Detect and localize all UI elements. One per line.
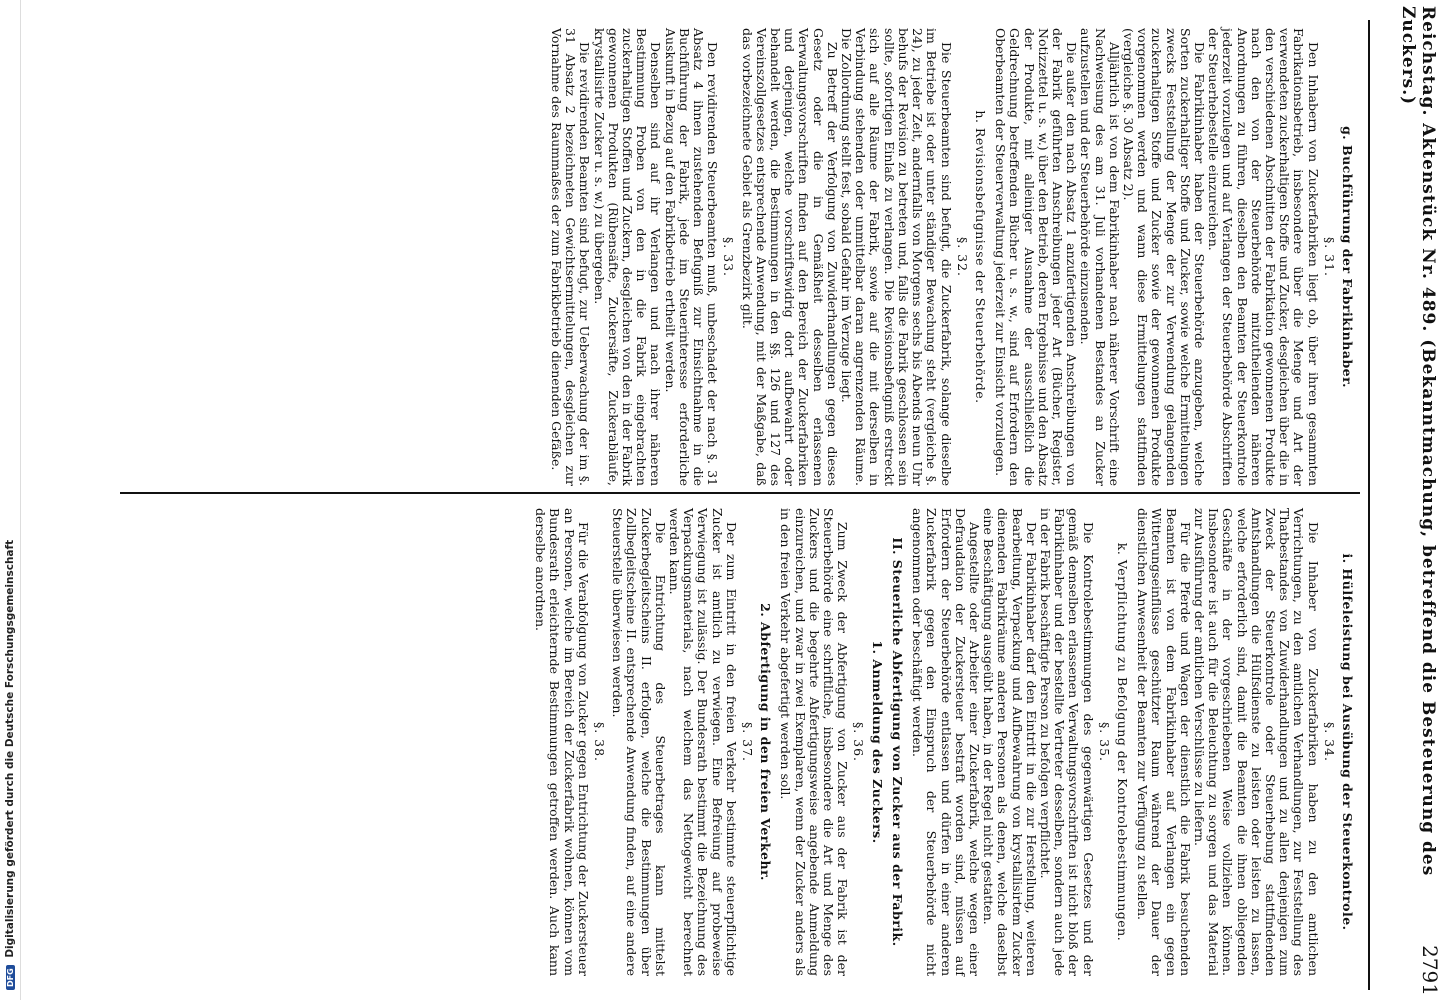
- text-paragraph: Der zum Eintritt in den freien Verkehr bestimmte steuerpflichtige Zucker ist amtlich zu verwiegen. Eine Befreiung auf probeweise Verwiegung ist zulässig. Der Bundesrath bestimmt die Bezeichnung des Verpackungsmaterials, nach welchem das Nettogewicht berechnet werden kann.: [667, 508, 739, 976]
- text-paragraph: Für die Verabfolgung von Zucker gegen Entrichtung der Zuckersteuer an Personen, welche im Bereich der Zuckerfabrik wohnen, können vom Bundesrath erleichternde Bestimmungen getroffen werden. Auch kann derselbe anordnen.: [533, 508, 591, 976]
- text-paragraph: Die Entrichtung des Steuerbetrages kann mittelst Zuckerbegleitscheins II. erfolgen, welche die Bestimmungen über Zollbegleitscheine II. entsprechende Anwendung finden, auf eine andere Steuerstelle überwiesen werden.: [610, 508, 668, 976]
- chapter-heading-2: 2. Abfertigung in den freien Verkehr.: [758, 603, 774, 881]
- section-heading-k: k. Verpflichtung zu Befolgung der Kontrolebestimmungen.: [1114, 542, 1130, 942]
- text-paragraph: Die Kontrolebestimmungen des gegenwärtigen Gesetzes und der gemäß demselben erlassenen Verwaltungsvorschriften ist nicht bloß der Fabrikinhaber und der bestellte Vertreter desselben, sondern auch jede in der Fabrik beschäftigte Person zu befolgen verpflichtet.: [1037, 508, 1096, 976]
- section-heading-i: i. Hülfeleistung bei Ausübung der Steuerkontrole.: [1340, 553, 1355, 931]
- section-heading-h: h. Revisionsbefugnisse der Steuerbehörde.: [972, 110, 988, 404]
- page-edge-rule: [20, 0, 21, 1000]
- credit-text: Digitalisierung gefördert durch die Deutsche Forschungsgemeinschaft: [4, 539, 16, 958]
- paragraph-number-31: §. 31.: [1321, 236, 1337, 278]
- header-rule: [1368, 20, 1370, 990]
- paragraph-number-36: §. 36.: [851, 721, 867, 763]
- text-paragraph: Die revidirenden Beamten sind befugt, zur Ueberwachung der im §. 31 Absatz 2 bezeichneten Gewichtsermittelungen, desgleichen zur Vornahme des Raummaßes der zum Fabrikbetrieb dienenden Gefäße.: [549, 28, 593, 486]
- text-paragraph: Denselben sind auf ihr Verlangen und nach ihrer näheren Bestimmung Proben von den in die Fabrik eingebrachten zuckerhaltigen Stoffen und Zuckern, desgleichen von den in der Fabrik gewonnenen Produkten (Rübensäfte, Zuckersäfte, Zuckerabläufe, krystallisirte Zucker u. s. w.) zu übergeben.: [591, 28, 664, 486]
- paragraph-number-38: §. 38.: [592, 721, 608, 763]
- text-paragraph: Zum Zweck der Abfertigung von Zucker aus der Fabrik ist der Steuerbehörde eine schriftliche, insbesondere die Art und Menge des Zuckers und die begehrte Abfertigungsweise angebende Anmeldung einzureichen, und zwar in zwei Exemplaren, wenn der Zucker anders als in den freien Verkehr abgefertigt werden soll.: [778, 508, 851, 976]
- paragraph-number-32: §. 32.: [954, 236, 970, 278]
- text-paragraph: Die außer den nach Absatz 1 anzufertigenden Anschreibungen von der Fabrik geführten Anschreibungen jeder Art (Bücher, Register, Notizzettel u. s. w.) über den Betrieb, deren Ergebnisse und den Absatz der Produkte, mit alleiniger Ausnahme der ausschließlich die Geldrechnung betreffenden Bücher u. s. w., sind auf Erfordern den Oberbeamten der Steuerverwaltung jederzeit zur Einsicht vorzulegen.: [993, 28, 1080, 486]
- dfg-logo: DFG: [6, 965, 15, 990]
- text-paragraph: Für die Pferde und Wagen der dienstlich die Fabrik besuchenden Beamten ist von dem Fabrikinhaber auf Verlangen ein gegen Witterungseinflüsse geschützter Raum während der Dauer der dienstlichen Anwesenheit der Beamten zur Verfügung zu stellen.: [1135, 508, 1193, 976]
- text-paragraph: Der Fabrikinhaber darf den Eintritt in die zur Herstellung, weiteren Bearbeitung, Verpackung und Aufbewahrung von krystallisirtem Zucker dienenden Fabrikräume anderen Personen als denen, welche daselbst eine Beschäftigung ausgeübt haben, in der Regel nicht gestatten.: [981, 508, 1039, 976]
- paragraph-number-34: §. 34.: [1321, 721, 1337, 763]
- paragraph-number-33: §. 33.: [721, 236, 737, 278]
- text-paragraph: Die Inhaber von Zuckerfabriken haben zu den amtlichen Verrichtungen, zu den amtlichen Verhandlungen, zur Feststellung des Thatbestandes von Zuwiderhandlungen und zu allen denjenigen zum Zweck der Steuerkontrole oder Steuerhebung stattfindenden Amtshandlungen die Hülfsdienste zu leisten oder leisten zu lassen, welche erforderlich sind, damit die Beamten die ihnen obliegenden Geschäfte in der vorgeschriebenen Weise vollziehen können. Insbesondere ist auch für die Beleuchtung zu sorgen und das Material zur Ausführung der amtlichen Verschlüsse zu liefern.: [1191, 508, 1321, 976]
- paragraph-number-37: §. 37.: [740, 721, 756, 763]
- chapter-heading-1: 1. Anmeldung des Zuckers.: [869, 640, 885, 844]
- text-paragraph: Den revidirenden Steuerbeamten muß, unbeschadet der nach §. 31 Absatz 4 ihnen zustehenden Befugniß zur Einsichtnahme in die Buchführung der Fabrik, jede im Steuerinteresse erforderliche Auskunft in Bezug auf den Fabrikbetrieb ertheilt werden.: [662, 28, 721, 486]
- digitization-credit: [4, 0, 16, 1000]
- column-lower-right: [120, 508, 1360, 976]
- text-paragraph: Die Fabrikinhaber haben der Steuerbehörde anzugeben, welche Sorten zuckerhaltiger Stoffe und Zucker, sowie welche Ermittelungen zwecks Feststellung der Menge der zur Verwendung gelangenden zuckerhaltigen Stoffe und Zucker sowie der gewonnenen Produkte vorgenommen werden und wann diese Ermittelungen stattfinden (vergleiche §. 30 Absatz 2).: [1120, 28, 1207, 486]
- text-paragraph: Angestellte oder Arbeiter einer Zuckerfabrik, welche wegen einer Defraudation der Zuckersteuer bestraft worden sind, müssen auf Erfordern der Steuerbehörde entlassen und dürfen in einer anderen Zuckerfabrik gegen den Einspruch der Steuerbehörde nicht angenommen oder beschäftigt werden.: [910, 508, 982, 976]
- section-heading-g: g. Buchführung der Fabrikinhaber.: [1340, 126, 1355, 388]
- column-divider: [120, 492, 1360, 494]
- paragraph-number-35: §. 35.: [1096, 721, 1112, 763]
- page-header: [1398, 6, 1442, 996]
- text-paragraph: Die Steuerbeamten sind befugt, die Zuckerfabrik, solange dieselbe im Betriebe ist oder unter ständiger Bewachung steht (vergleiche §. 24), zu jeder Zeit, andernfalls von Morgens sechs bis Abends neun Uhr behufs der Revision zu betreten und, falls die Fabrik geschlossen sein sollte, sofortigen Einlaß zu verlangen. Die Revisionsbefugniß erstreckt sich auf alle Räume der Fabrik, sowie auf die mit derselben in Verbindung stehenden oder unmittelbar daran angrenzenden Räume. Die Zollordnung stellt fest, sobald Gefahr im Verzuge liegt.: [839, 28, 954, 486]
- text-paragraph: Alljährlich ist von dem Fabrikinhaber nach näherer Vorschrift eine Nachweisung des am 31. Juli vorhandenen Bestandes an Zucker aufzustellen und der Steuerbehörde einzusenden.: [1078, 28, 1122, 486]
- text-paragraph: Zu Betreff der Verfolgung von Zuwiderhandlungen gegen dieses Gesetz oder die in Gemäßheit desselben erlassenen Verwaltungsvorschriften finden auf den Bereich der Zuckerfabriken und derjenigen, welche vorschriftswidrig dort aufbewahrt oder behandelt werden, die Bestimmungen in den §§. 126 und 127 des Vereinszollgesetzes entsprechende Anwendung, mit der Maßgabe, daß das vorbezeichnete Gebiet als Grenzbezirk gilt.: [739, 28, 840, 486]
- column-upper-left: [120, 28, 1360, 486]
- header-title: Reichstag. Aktenstück Nr. 489. (Bekanntmachung, betreffend die Besteuerung des Zuckers.): [1398, 6, 1438, 877]
- text-paragraph: Den Inhabern von Zuckerfabriken liegt ob, über ihren gesammten Fabrikationsbetrieb, insbesondere über die Menge und Art der verwendeten zuckerhaltigen Stoffe und Zucker, desgleichen über die in den verschiedenen Abschnitten der Fabrikation gewonnenen Produkte nach den von der Steuerbehörde mitzutheilenden näheren Anordnungen zu führen, dieselben den Beamten der Steuerkontrole jederzeit vorzulegen und auf Verlangen der Steuerbehörde Abschriften der Steuerhebestelle einzureichen.: [1206, 28, 1321, 486]
- part-heading-ii: II. Steuerliche Abfertigung von Zucker aus der Fabrik.: [889, 537, 905, 947]
- page-number: 2791: [1418, 945, 1442, 996]
